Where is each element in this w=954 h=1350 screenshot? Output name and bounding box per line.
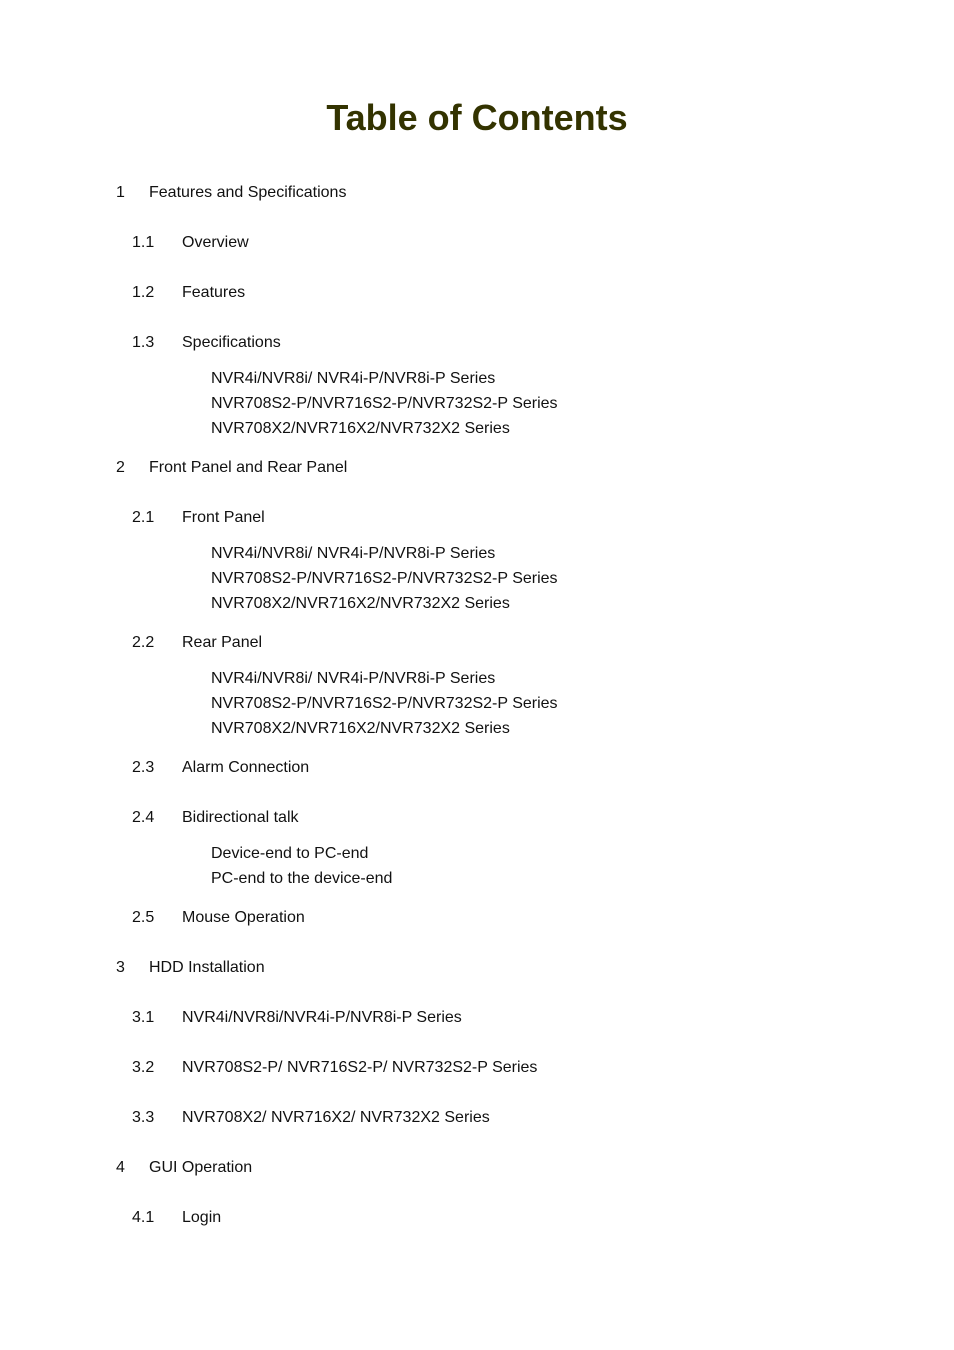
toc-title: NVR708X2/ NVR716X2/ NVR732X2 Series <box>182 1109 490 1126</box>
toc-title: HDD Installation <box>149 959 265 976</box>
toc-title: Features <box>182 284 246 301</box>
toc-title: GUI Operation <box>149 1159 253 1176</box>
toc-title: Alarm Connection <box>182 759 310 776</box>
toc-title: NVR4i/NVR8i/NVR4i-P/NVR8i-P Series <box>182 1009 462 1026</box>
toc-number: 1 <box>116 184 125 201</box>
toc-number: 3.2 <box>132 1059 155 1076</box>
toc-number: 1.2 <box>132 284 155 301</box>
toc-title: Bidirectional talk <box>182 809 299 826</box>
toc-number: 3 <box>116 959 125 976</box>
toc-number: 2.5 <box>132 909 155 926</box>
toc-number: 2.3 <box>132 759 155 776</box>
toc-title: Specifications <box>182 334 281 351</box>
toc-subsection[interactable]: NVR708X2/NVR716X2/NVR732X2 Series <box>211 720 510 737</box>
toc-title: Mouse Operation <box>182 909 305 926</box>
toc-number: 1.3 <box>132 334 155 351</box>
toc-subsection[interactable]: NVR4i/NVR8i/ NVR4i-P/NVR8i-P Series <box>211 670 496 687</box>
toc-title: Front Panel and Rear Panel <box>149 459 348 476</box>
toc-subsection[interactable]: NVR708S2-P/NVR716S2-P/NVR732S2-P Series <box>211 395 558 412</box>
toc-title: Features and Specifications <box>149 184 347 201</box>
toc-subsection[interactable]: NVR708X2/NVR716X2/NVR732X2 Series <box>211 420 510 437</box>
toc-number: 4 <box>116 1159 125 1176</box>
toc-subsection[interactable]: Device-end to PC-end <box>211 845 369 862</box>
toc-subsection[interactable]: NVR4i/NVR8i/ NVR4i-P/NVR8i-P Series <box>211 370 496 387</box>
toc-subsection[interactable]: NVR708X2/NVR716X2/NVR732X2 Series <box>211 595 510 612</box>
toc-number: 2.1 <box>132 509 155 526</box>
page-title: Table of Contents <box>326 97 628 138</box>
toc-title: Overview <box>182 234 249 251</box>
toc-subsection[interactable]: NVR708S2-P/NVR716S2-P/NVR732S2-P Series <box>211 695 558 712</box>
toc-title: Rear Panel <box>182 634 263 651</box>
toc-number: 3.1 <box>132 1009 155 1026</box>
toc-title: Front Panel <box>182 509 265 526</box>
toc-subsection[interactable]: NVR708S2-P/NVR716S2-P/NVR732S2-P Series <box>211 570 558 587</box>
toc-subsection[interactable]: PC-end to the device-end <box>211 870 393 887</box>
toc-number: 2.4 <box>132 809 155 826</box>
toc-title: Login <box>182 1209 222 1226</box>
toc-number: 3.3 <box>132 1109 155 1126</box>
toc-number: 2.2 <box>132 634 155 651</box>
toc-subsection[interactable]: NVR4i/NVR8i/ NVR4i-P/NVR8i-P Series <box>211 545 496 562</box>
toc-number: 2 <box>116 459 125 476</box>
toc-number: 1.1 <box>132 234 155 251</box>
toc-title: NVR708S2-P/ NVR716S2-P/ NVR732S2-P Series <box>182 1059 538 1076</box>
toc-number: 4.1 <box>132 1209 155 1226</box>
